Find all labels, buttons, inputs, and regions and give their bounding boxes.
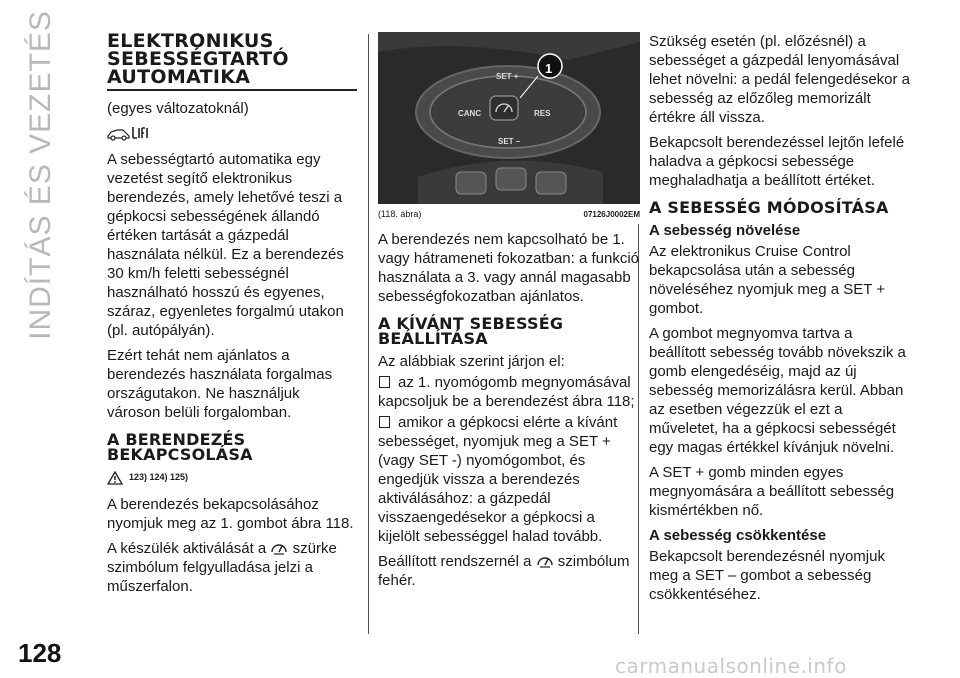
activation-heading: A BERENDEZÉS BEKAPCSOLÁSA: [107, 430, 253, 464]
procedure-step-2: [378, 413, 640, 546]
increase-paragraph-2: A gombot megnyomva tartva a beállított sebesség tovább növekszik a gomb elengedéséig, majd az új sebesség memorizálásra kerül. Abban az esetben végezzük el ezt a műveletet, ha a gépkocsi sebességét egy magas értékkel kívánjuk növelni.: [649, 325, 906, 456]
steering-wheel-buttons-illustration: [378, 32, 640, 204]
decrease-speed-subheading: A sebesség csökkentése: [649, 527, 827, 544]
column-1: [107, 32, 357, 602]
activation-paragraph: A berendezés bekapcsolásához nyomjuk meg az 1. gombot ábra 118.: [107, 496, 354, 532]
set-speed-heading: A KÍVÁNT SEBESSÉG BEÁLLÍTÁSA: [378, 314, 564, 348]
column-divider-1: [368, 34, 369, 634]
checkbox-bullet-icon: [379, 416, 390, 428]
procedure-step-1: [378, 373, 640, 411]
variant-note: (egyes változatoknál): [107, 100, 249, 117]
figure-caption: (118. ábra): [378, 208, 422, 219]
checkbox-bullet-icon: [379, 376, 390, 388]
increase-paragraph-1: Az elektronikus Cruise Control bekapcsolása után a sebesség növeléséhez nyomjuk meg a SET + gombot.: [649, 243, 886, 317]
increase-speed-subheading: A sebesség növelése: [649, 222, 801, 239]
variant-icons: [107, 124, 357, 142]
car-variant-icon: [107, 124, 151, 142]
warning-references: 123) 124) 125): [129, 472, 189, 482]
column-3: [649, 32, 911, 610]
intro-paragraph: A sebességtartó automatika egy vezetést segítő elektronikus berendezés, amely lehetővé teszi a gépkocsi sebességének állandó értéken tartását a gázpedál használata nélkül. Ez a berendezés 30 km/h feletti sebességnél használható hosszú és egyenes, száraz, egyenletes forgalmú utakon (pl. autópályán).: [107, 151, 344, 339]
activation-indicator-text-b: szürke szimbólum felgyulladása jelzi a műszerfalon.: [107, 540, 337, 595]
procedure-step-2-text: amikor a gépkocsi elérte a kívánt sebességet, nyomjuk meg a SET + (vagy SET -) nyomógombot, és engedjük vissza a berendezés aktiválásához: a gázpedál visszaengedésekor a gépkocsi a kijelölt sebességgel halad tovább.: [378, 414, 618, 545]
label-res: RES: [534, 109, 551, 118]
warning-paragraph: Ezért tehát nem ajánlatos a berendezés használata forgalmas országutakon. Ne használjuk városon belüli forgalomban.: [107, 347, 333, 421]
set-indicator-text-a: Beállított rendszernél a: [378, 553, 532, 570]
column-2: [378, 32, 640, 596]
figure-118: [378, 32, 640, 224]
downhill-paragraph: Bekapcsolt berendezéssel lejtőn lefelé haladva a gépkocsi sebessége meghaladhatja a beállított értéket.: [649, 134, 905, 189]
figure-caption-bar: [378, 204, 640, 224]
label-set-plus: SET +: [496, 72, 519, 81]
increase-paragraph-3: A SET + gomb minden egyes megnyomására a beállított sebesség kismértékben nő.: [649, 464, 895, 519]
procedure-intro: Az alábbiak szerint járjon el:: [378, 353, 565, 370]
callout-number: 1: [545, 61, 553, 76]
heading-rule: [107, 89, 357, 91]
warning-triangle-icon: [107, 471, 123, 485]
main-heading: ELEKTRONIKUS SEBESSÉGTARTÓ AUTOMATIKA: [107, 30, 289, 88]
watermark: carmanualsonline.info: [615, 654, 847, 678]
set-indicator-paragraph: [378, 552, 640, 590]
decrease-paragraph: Bekapcsolt berendezésnél nyomjuk meg a SET – gombot a sebesség csökkentéséhez.: [649, 548, 885, 603]
set-indicator-text-b: szimbólum fehér.: [378, 553, 630, 589]
warning-refs-line: [107, 468, 357, 487]
overtaking-paragraph: Szükség esetén (pl. előzésnél) a sebességet a gázpedál lenyomásával lehet növelni: a pedál felengedésekor a sebesség az előzőleg memorizált értékre áll vissza.: [649, 33, 911, 126]
label-set-minus: SET –: [498, 137, 521, 146]
activation-indicator-paragraph: [107, 539, 357, 596]
page-number: 128: [18, 638, 62, 668]
gear-restriction-paragraph: A berendezés nem kapcsolható be 1. vagy hátrameneti fokozatban: a funkció használata a 3. vagy annál magasabb sebességfokozatban ajánlatos.: [378, 231, 639, 305]
modify-speed-heading: A SEBESSÉG MÓDOSÍTÁSA: [649, 198, 889, 217]
section-side-title-text: INDÍTÁS ÉS VEZETÉS: [24, 10, 58, 340]
section-side-title: [6, 10, 76, 340]
procedure-step-1-text: az 1. nyomógomb megnyomásával kapcsoljuk be a berendezést ábra 118;: [378, 374, 635, 410]
figure-code: 07126J0002EM: [583, 209, 640, 219]
cruise-control-icon: [270, 540, 288, 556]
activation-indicator-text-a: A készülék aktiválását a: [107, 540, 267, 557]
label-canc: CANC: [458, 109, 482, 118]
cruise-control-icon: [536, 553, 554, 569]
